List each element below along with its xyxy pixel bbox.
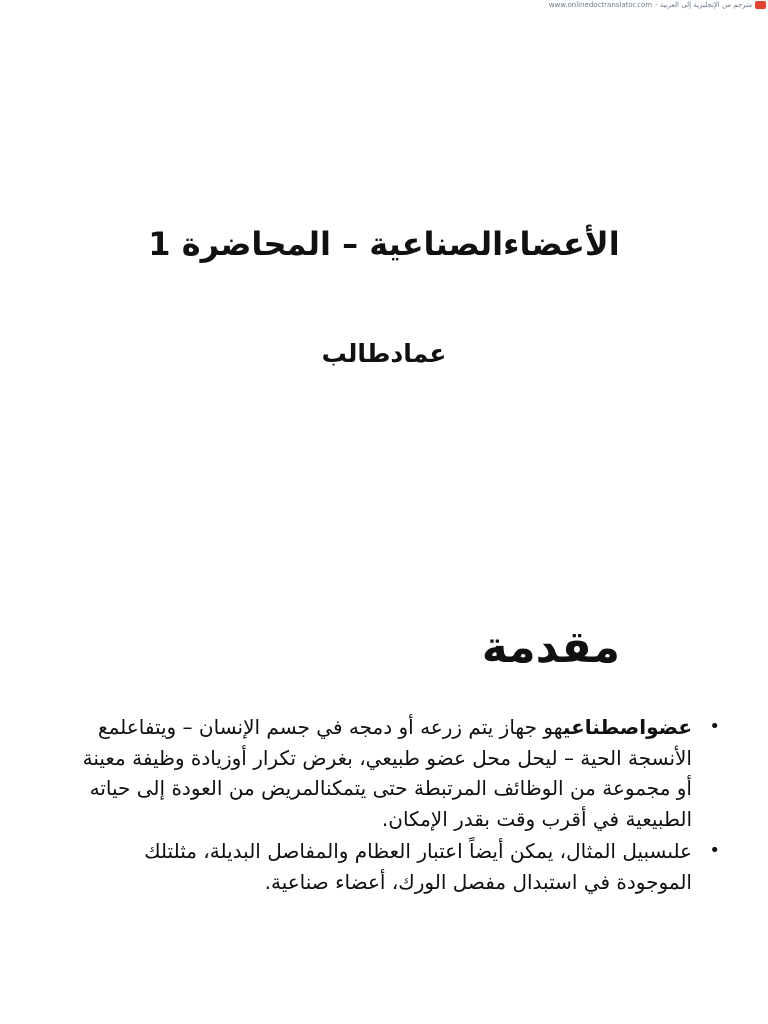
watermark-url: www.onlinedoctranslator.com [548,0,653,9]
bullet-text: هو جهاز يتم زرعه أو دمجه في جسم الإنسان – ويتفاعلمع الأنسجة الحية – ليحل محل عضو طبيعي، بغرض تكرار أوزيادة وظيفة معينة أو مجموعة من الوظائف المرتبطة حتى يتمكنالمريض من العودة إلى حياته الطبيعية في أقرب وقت بقدر الإمكان. [82,715,692,831]
slide-title: الأعضاءالصناعية – المحاضرة 1 [148,225,620,263]
bullet-term: عضواصطناعي [562,715,692,739]
bullet-item-example [70,836,730,897]
watermark-text: مترجم من الإنجليزية إلى العربية - [655,0,752,9]
section-heading: مقدمة [481,622,620,673]
bullet-item-definition [70,712,730,834]
bullet-dot-icon: • [709,716,720,737]
author-name: عمادطالب [321,339,447,368]
bullet-text: علىسبيل المثال، يمكن أيضاً اعتبار العظام والمفاصل البديلة، مثلتلك الموجودة في استبدال مفصل الورك، أعضاء صناعية. [144,839,692,894]
bullet-list [70,712,730,899]
bullet-dot-icon: • [709,840,720,861]
translator-watermark [549,0,766,9]
doc-translator-logo-icon [755,1,766,9]
